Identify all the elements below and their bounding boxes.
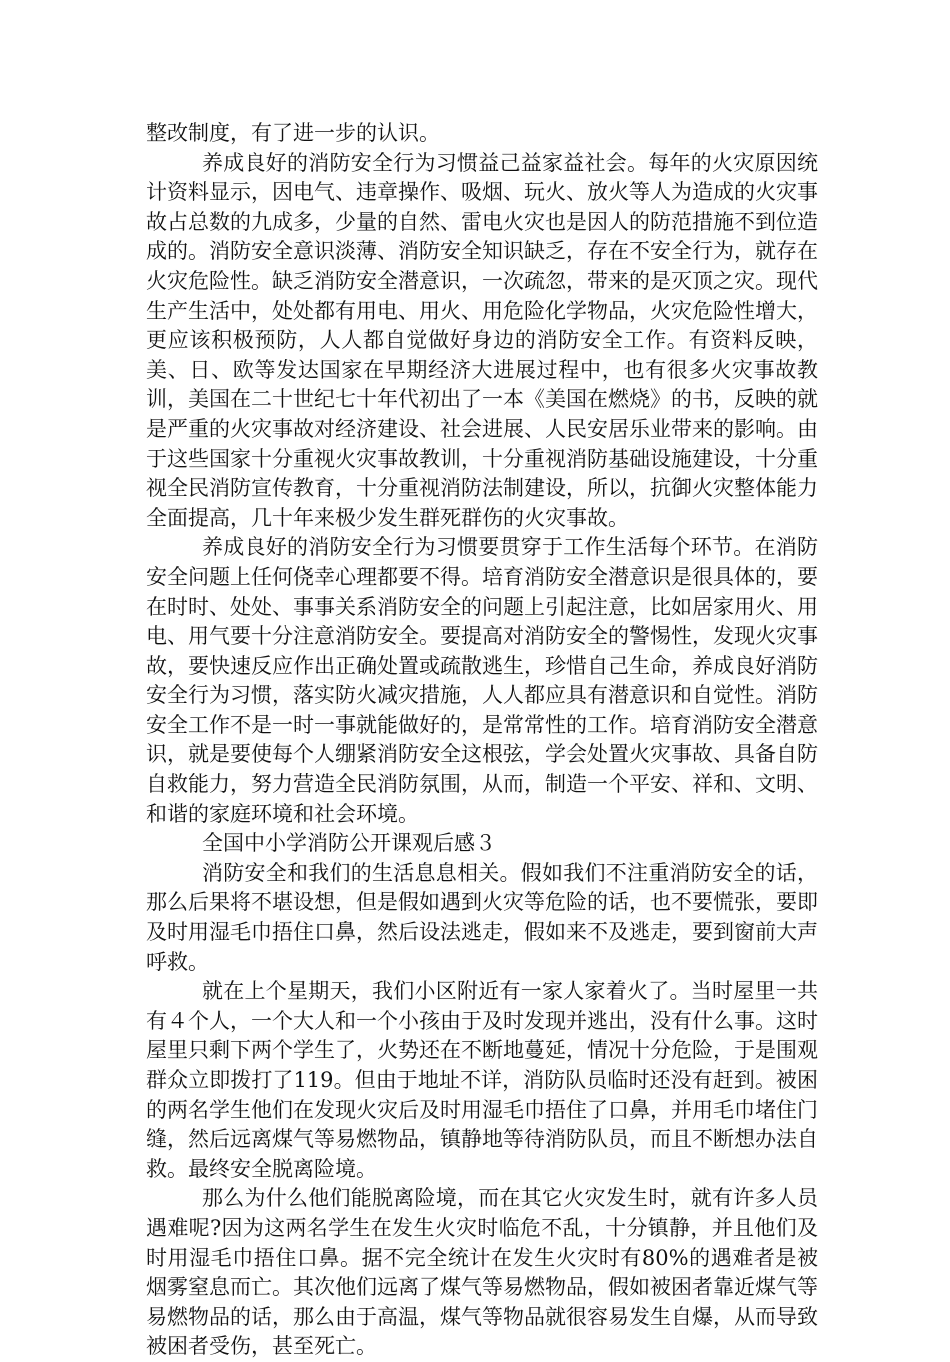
document-page xyxy=(146,119,818,1362)
paragraph-continuation: 整改制度，有了进一步的认识。 xyxy=(146,121,440,145)
paragraph: 就在上个星期天，我们小区附近有一家人家着火了。当时屋里一共有４个人，一个大人和一个小孩由于及时发现并逃出，没有什么事。这时屋里只剩下两个学生了，火势还在不断地蔓延，情况十分危险，于是围观群众立即拨打了119。但由于地址不详，消防队员临时还没有赶到。被困的两名学生他们在发现火灾后及时用湿毛巾捂住了口鼻，并用毛巾堵住门缝，然后远离煤气等易燃物品，镇静地等待消防队员，而且不断想办法自救。最终安全脱离险境。 xyxy=(146,979,818,1181)
section-heading: 全国中小学消防公开课观后感３ xyxy=(202,831,496,856)
paragraph: 养成良好的消防安全行为习惯益己益家益社会。每年的火灾原因统计资料显示，因电气、违章操作、吸烟、玩火、放火等人为造成的火灾事故占总数的九成多，少量的自然、雷电火灾也是因人的防范措施不到位造成的。消防安全意识淡薄、消防安全知识缺乏，存在不安全行为，就存在火灾危险性。缺乏消防安全潜意识，一次疏忽，带来的是灭顶之灾。现代生产生活中，处处都有用电、用火、用危险化学物品，火灾危险性增大，更应该积极预防，人人都自觉做好身边的消防安全工作。有资料反映，美、日、欧等发达国家在早期经济大进展过程中，也有很多火灾事故教训，美国在二十世纪七十年代初出了一本《美国在燃烧》的书，反映的就是严重的火灾事故对经济建设、社会进展、人民安居乐业带来的影响。由于这些国家十分重视火灾事故教训，十分重视消防基础设施建设，十分重视全民消防宣传教育，十分重视消防法制建设，所以，抗御火灾整体能力全面提高，几十年来极少发生群死群伤的火灾事故。 xyxy=(146,150,818,530)
paragraph: 养成良好的消防安全行为习惯要贯穿于工作生活每个环节。在消防安全问题上任何侥幸心理都要不得。培育消防安全潜意识是很具体的，要在时时、处处、事事关系消防安全的问题上引起注意，比如居家用火、用电、用气要十分注意消防安全。要提高对消防安全的警惕性，发现火灾事故，要快速反应作出正确处置或疏散逃生，珍惜自己生命，养成良好消防安全行为习惯，落实防火减灾措施，人人都应具有潜意识和自觉性。消防安全工作不是一时一事就能做好的，是常常性的工作。培育消防安全潜意识，就是要使每个人绷紧消防安全这根弦，学会处置火灾事故、具备自防自救能力，努力营造全民消防氛围，从而，制造一个平安、祥和、文明、和谐的家庭环境和社会环境。 xyxy=(146,535,818,826)
paragraph: 那么为什么他们能脱离险境，而在其它火灾发生时，就有许多人员遇难呢?因为这两名学生在发生火灾时临危不乱，十分镇静，并且他们及时用湿毛巾捂住口鼻。据不完全统计在发生火灾时有80%的遇难者是被烟雾窒息而亡。其次他们远离了煤气等易燃物品，假如被困者靠近煤气等易燃物品的话，那么由于高温，煤气等物品就很容易发生自爆，从而导致被困者受伤，甚至死亡。 xyxy=(146,1186,818,1359)
paragraph: 消防安全和我们的生活息息相关。假如我们不注重消防安全的话，那么后果将不堪设想，但是假如遇到火灾等危险的话，也不要慌张，要即及时用湿毛巾捂住口鼻，然后设法逃走，假如来不及逃走，要到窗前大声呼救。 xyxy=(146,860,818,974)
